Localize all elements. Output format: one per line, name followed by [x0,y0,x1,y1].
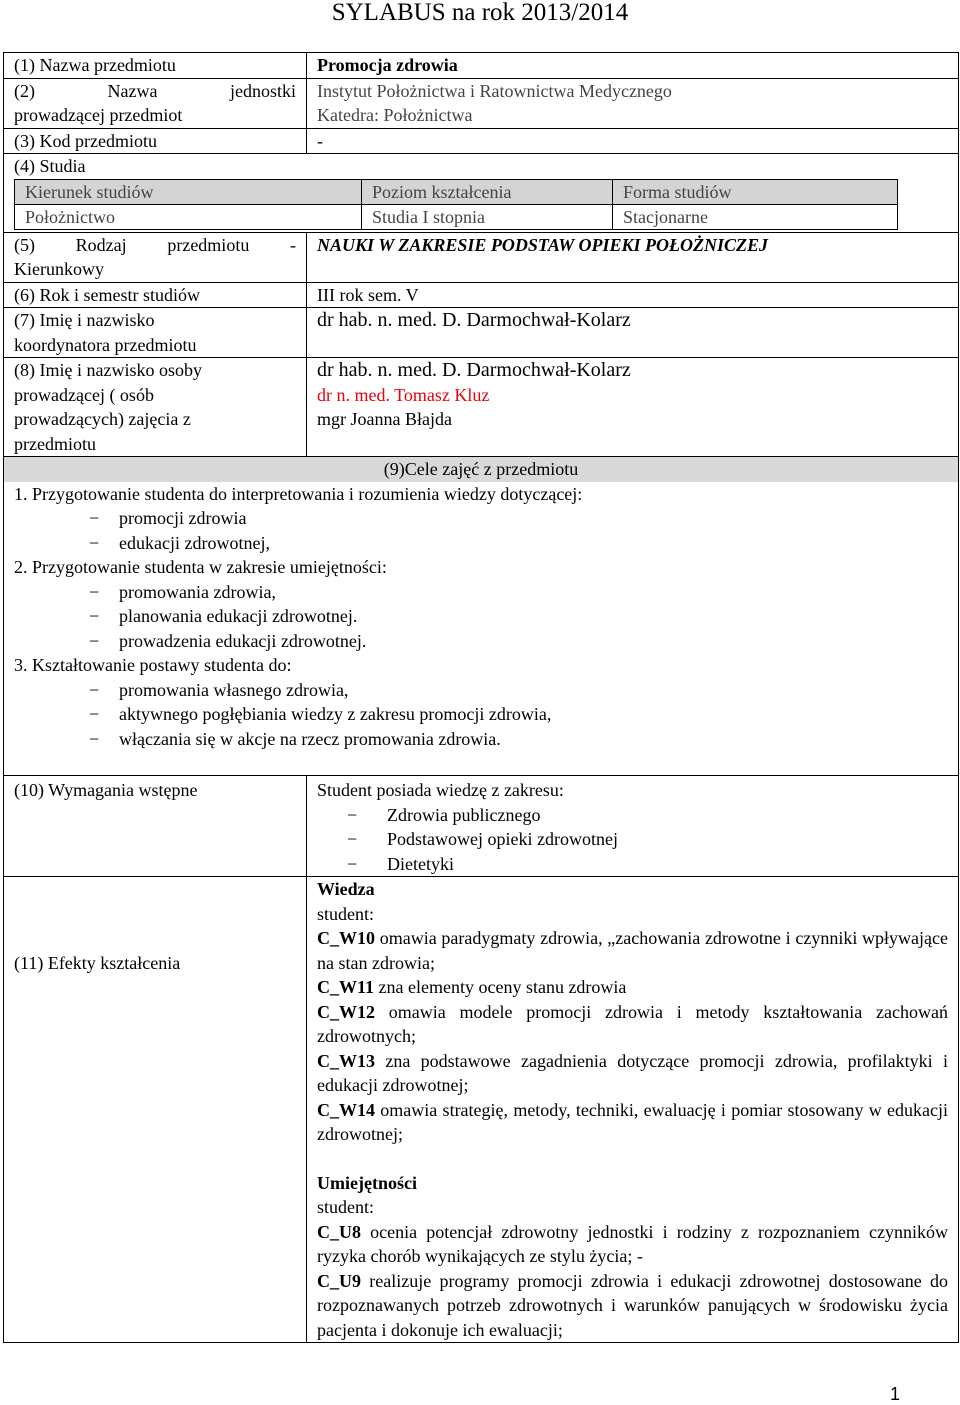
label-prerequisites: (10) Wymagania wstępne [4,776,307,877]
list-item: − Podstawowej opieki zdrowotnej [347,829,618,849]
value-course-code: - [307,128,959,154]
outcome-w13: C_W13 zna podstawowe zagadnienia dotyczące promocji zdrowia, profilaktyki i edukacji zdrowotnej; [317,1050,948,1095]
studies-header-field: Kierunek studiów [15,179,362,204]
row-course-name [4,53,959,79]
outcomes-student-2: student: [317,1197,374,1217]
studies-value-field: Położnictwo [15,204,362,229]
label-unit-line2: prowadzącej przedmiot [14,105,183,125]
value-course-name: Promocja zdrowia [307,53,959,79]
row-course-code [4,128,959,154]
label-outcomes: (11) Efekty kształcenia [4,877,307,1343]
goal-3: 3. Kształtowanie postawy studenta do: [14,655,292,675]
outcome-w11: C_W11 zna elementy oceny stanu zdrowia [317,977,627,997]
value-unit-line2: Katedra: Położnictwa [317,105,473,125]
outcome-u9: C_U9 realizuje programy promocji zdrowia i edukacji zdrowotnej dostosowane do rozpoznawanych potrzeb zdrowotnych i warunków panujących w środowisku życia pacjenta i dokonuje ich ewaluacji; [317,1270,949,1340]
outcomes-student-1: student: [317,903,374,924]
value-unit-line1: Instytut Położnictwa i Ratownictwa Medycznego [317,80,672,101]
goal-1-list [14,506,948,555]
row-coordinator [4,308,959,358]
label-teachers-line2: prowadzącej ( osób [14,384,154,405]
goal-3-list [14,678,948,752]
row-teachers [4,358,959,457]
studies-header-form: Forma studiów [613,179,898,204]
list-item: − promowania własnego zdrowia, [89,679,349,700]
label-course-code: (3) Kod przedmiotu [4,128,307,154]
studies-value-form: Stacjonarne [613,204,898,229]
value-course-type: NAUKI W ZAKRESIE PODSTAW OPIEKI POŁOŻNICZEJ [307,232,959,282]
row-outcomes [4,877,959,1343]
value-year-semester: III rok sem. V [307,282,959,308]
page-number: 1 [889,1384,900,1404]
label-course-name: (1) Nazwa przedmiotu [4,53,307,79]
row-course-type [4,232,959,282]
label-course-type-line1: (5) Rodzaj przedmiotu - [14,234,296,255]
goals-header: (9)Cele zajęć z przedmiotu [4,457,958,482]
label-unit-line1: (2) Nazwa jednostki [14,80,296,101]
list-item: − promowania zdrowia, [89,581,276,602]
teacher-2: dr n. med. Tomasz Kluz [317,384,490,405]
page-title: SYLABUS na rok 2013/2014 [331,0,629,26]
list-item: − aktywnego pogłębiania wiedzy z zakresu promocji zdrowia, [89,704,552,724]
studies-header-level: Poziom kształcenia [362,179,613,204]
label-teachers-line4: przedmiotu [14,433,96,454]
row-unit [4,78,959,128]
list-item: − włączania się w akcje na rzecz promowania zdrowia. [89,728,501,749]
list-item: − edukacji zdrowotnej, [89,532,270,553]
row-prerequisites [4,776,959,877]
prerequisites-intro: Student posiada wiedzę z zakresu: [317,780,564,800]
outcomes-skills-heading: Umiejętności [317,1172,417,1193]
list-item: − Zdrowia publicznego [347,804,541,825]
label-studies: (4) Studia [14,156,86,176]
label-coordinator-line1: (7) Imię i nazwisko [14,310,155,330]
studies-header-row [15,179,898,204]
studies-table [14,179,898,230]
list-item: − promocji zdrowia [89,508,247,528]
prerequisites-list [317,803,948,877]
row-year-semester [4,282,959,308]
teacher-3: mgr Joanna Błajda [317,409,452,429]
list-item: − Dietetyki [347,853,454,874]
teacher-1: dr hab. n. med. D. Darmochwał-Kolarz [317,359,631,381]
label-teachers-line1: (8) Imię i nazwisko osoby [14,360,202,380]
goal-2-list [14,580,948,654]
syllabus-table [3,52,959,1343]
studies-value-level: Studia I stopnia [362,204,613,229]
value-coordinator: dr hab. n. med. D. Darmochwał-Kolarz [307,308,959,358]
list-item: − prowadzenia edukacji zdrowotnej. [89,630,367,651]
outcomes-knowledge-heading: Wiedza [317,879,375,899]
label-course-type-line2: Kierunkowy [14,259,104,279]
goal-1: 1. Przygotowanie studenta do interpretowania i rozumienia wiedzy dotyczącej: [14,483,583,504]
outcome-w14: C_W14 omawia strategię, metody, techniki, ewaluację i pomiar stosowany w edukacji zdrowotnej; [317,1099,949,1144]
row-studies [4,154,959,233]
outcome-u8: C_U8 ocenia potencjał zdrowotny jednostki i rodziny z rozpoznaniem czynników ryzyka chorób wynikających ze stylu życia; - [317,1221,949,1266]
goal-2: 2. Przygotowanie studenta w zakresie umiejętności: [14,557,387,577]
label-year-semester: (6) Rok i semestr studiów [4,282,307,308]
label-teachers-line3: prowadzących) zajęcia z [14,409,191,429]
outcome-w12: C_W12 omawia modele promocji zdrowia i metody kształtowania zachowań zdrowotnych; [317,1001,948,1046]
row-goals [4,457,959,776]
outcome-w10: C_W10 omawia paradygmaty zdrowia, „zachowania zdrowotne i czynniki wpływające na stan zdrowia; [317,928,948,973]
list-item: − planowania edukacji zdrowotnej. [89,606,358,626]
studies-value-row [15,204,898,229]
label-coordinator-line2: koordynatora przedmiotu [14,334,197,355]
